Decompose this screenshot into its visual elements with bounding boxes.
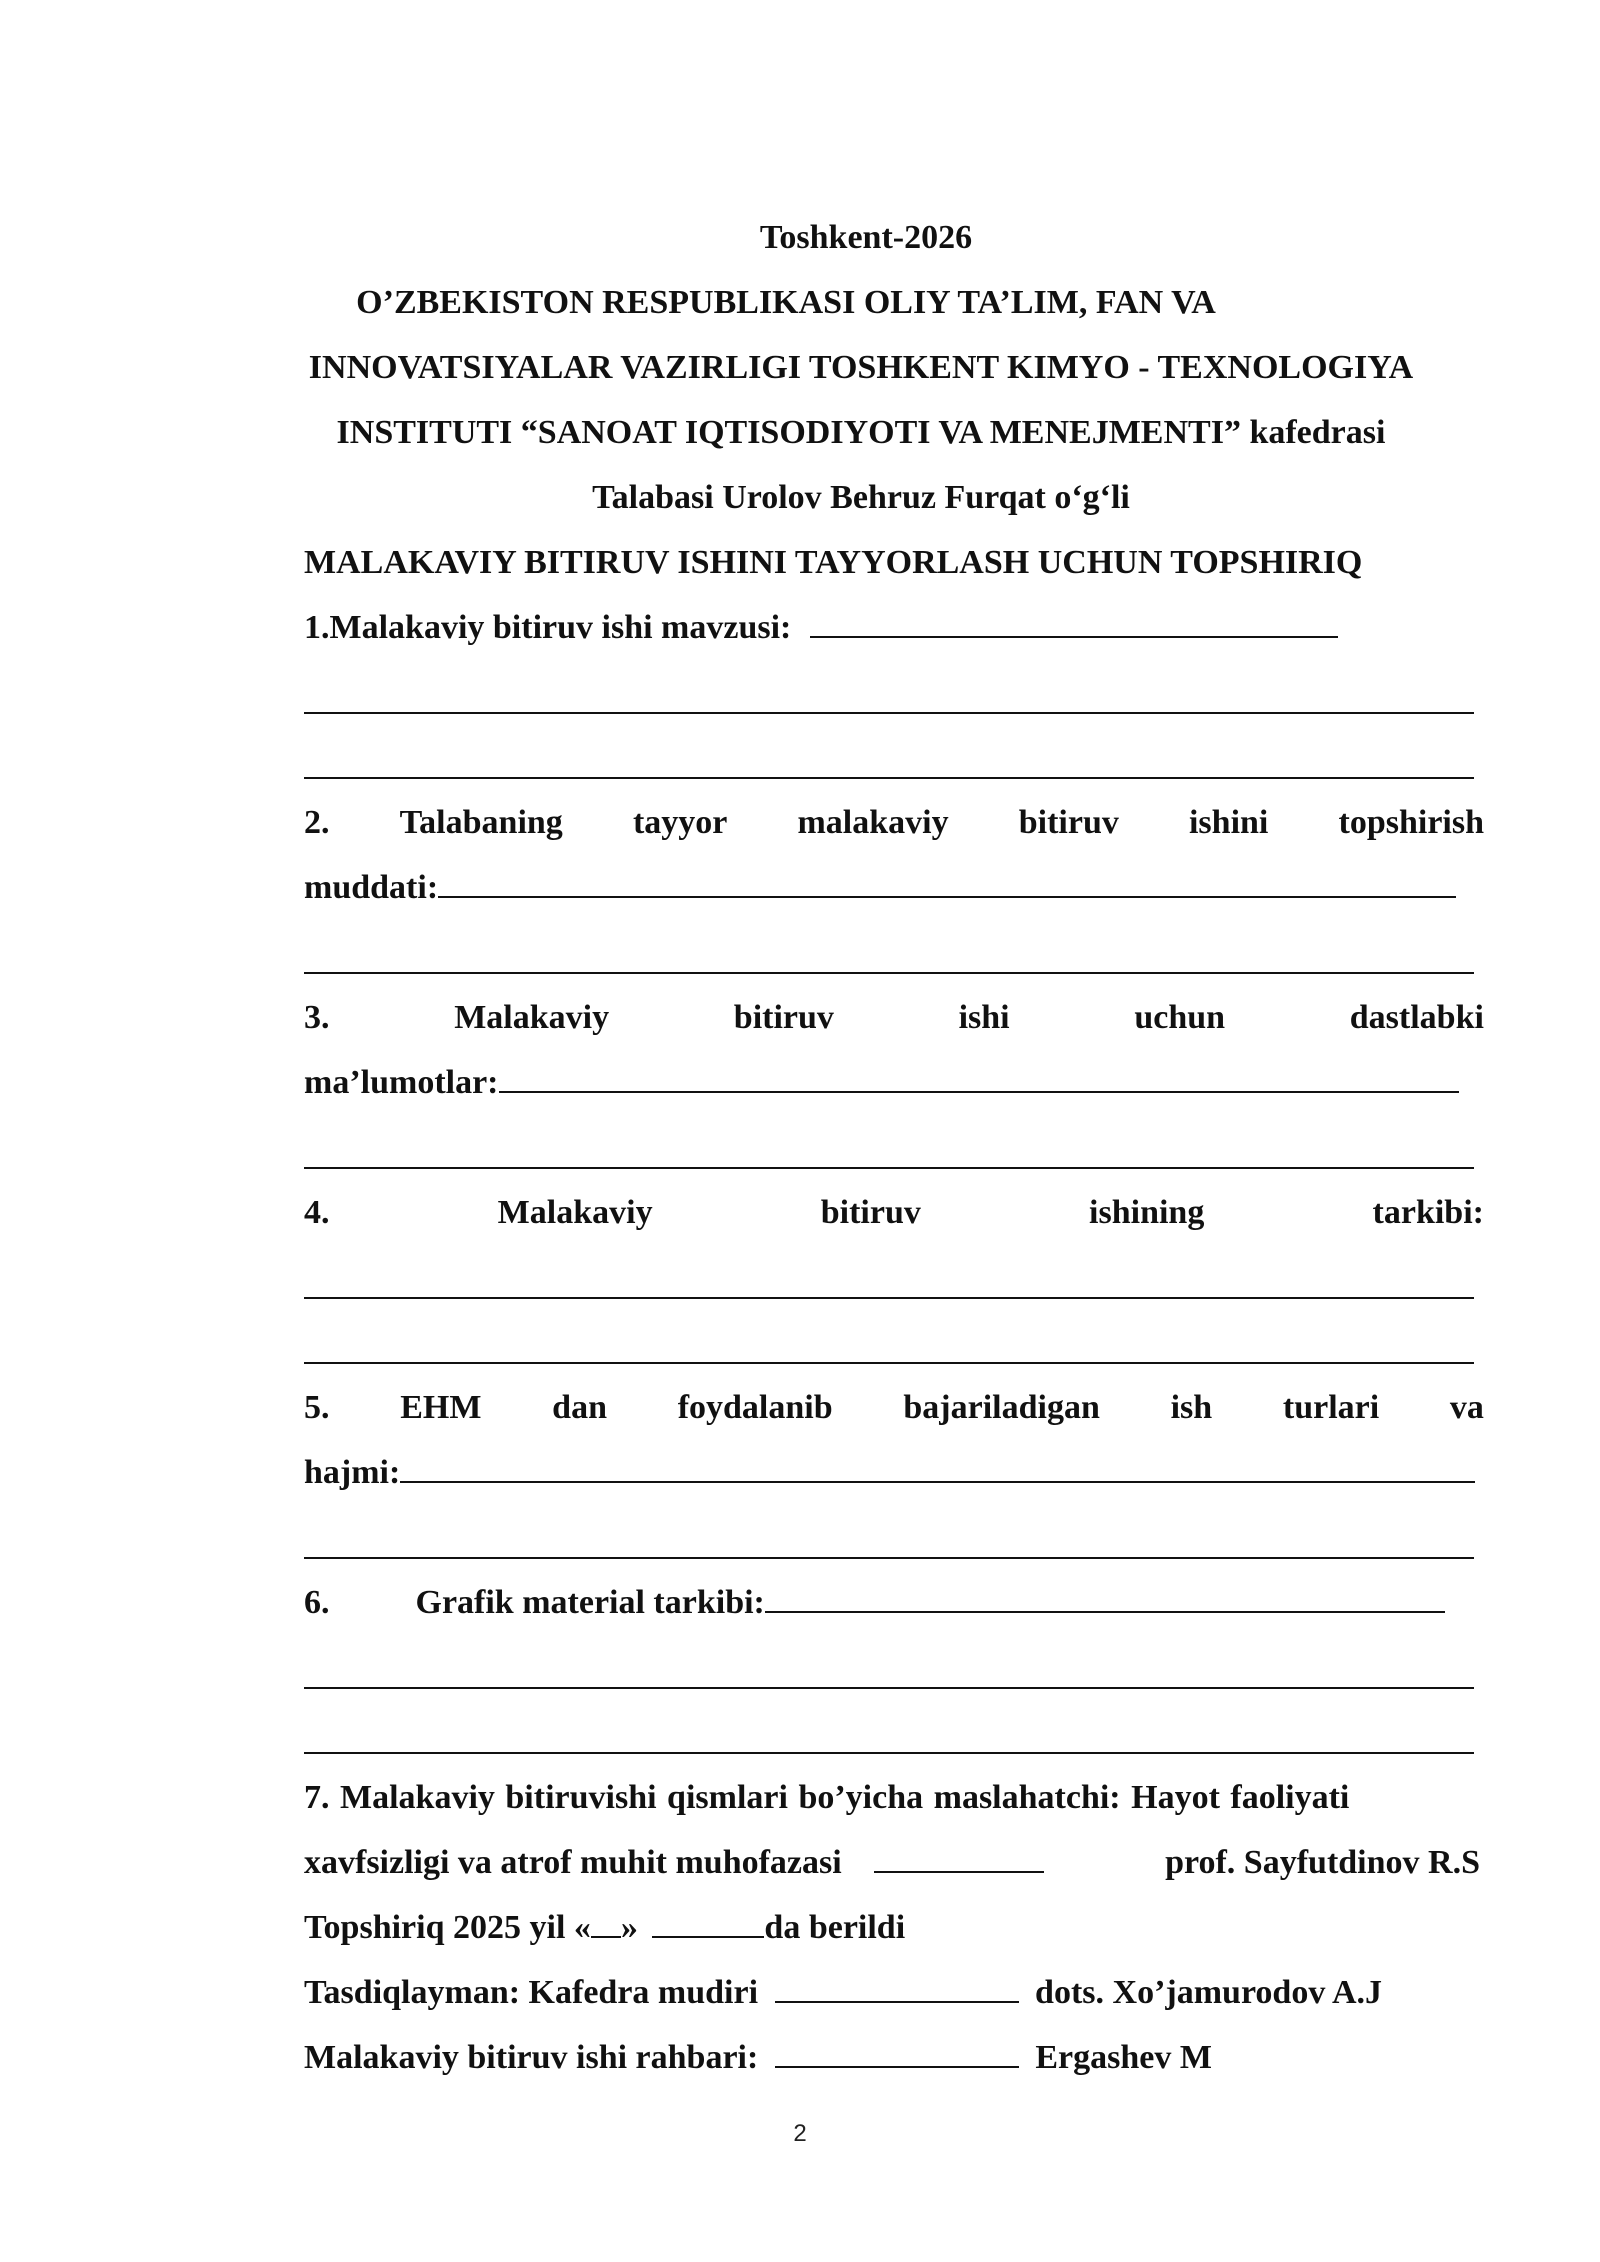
- item-5-line-1: [304, 1386, 1484, 1430]
- item-5-word: dan: [552, 1389, 607, 1426]
- supervisor-name: Ergashev M: [1035, 2039, 1212, 2076]
- item-6-text: Grafik material tarkibi:: [415, 1584, 765, 1621]
- month-blank[interactable]: [652, 1935, 764, 1938]
- issued-text: Topshiriq 2025 yil «: [304, 1909, 591, 1946]
- item-2-line-1: [304, 801, 1484, 845]
- item-4-word: bitiruv: [820, 1194, 921, 1231]
- item-6-blank-line-3[interactable]: [304, 1752, 1474, 1754]
- item-1-blank[interactable]: [810, 635, 1338, 638]
- item-2-blank[interactable]: [438, 895, 1456, 898]
- item-3-line-2: [304, 1061, 1484, 1105]
- item-4-word: ishining: [1089, 1194, 1205, 1231]
- item-3-word: uchun: [1134, 999, 1226, 1036]
- item-5-word: ish: [1170, 1389, 1213, 1426]
- item-3-cont: ma’lumotlar:: [304, 1064, 499, 1101]
- item-5-word: foydalanib: [677, 1389, 833, 1426]
- item-2-word: 2.: [304, 804, 330, 841]
- item-5-line-2: [304, 1451, 1484, 1495]
- ministry-line-1: O’ZBEKISTON RESPUBLIKASI OLIY TA’LIM, FAN VA: [356, 284, 1216, 321]
- item-3-line-1: [304, 996, 1484, 1040]
- item-6-number: 6.: [304, 1584, 330, 1621]
- item-3-blank-line-3[interactable]: [304, 1167, 1474, 1169]
- ministry-line-2: INNOVATSIYALAR VAZIRLIGI TOSHKENT KIMYO - TEXNOLOGIYA: [308, 349, 1414, 386]
- advisor-name: prof. Sayfutdinov R.S: [1165, 1844, 1480, 1881]
- item-3-word: bitiruv: [733, 999, 834, 1036]
- issued-date-line: [304, 1906, 1484, 1950]
- issued-text-b: »: [620, 1909, 638, 1946]
- item-2-word: Talabaning: [399, 804, 563, 841]
- item-4-blank-line-3[interactable]: [304, 1362, 1474, 1364]
- item-1-label: [304, 606, 1484, 650]
- item-6-line-1: [304, 1581, 1484, 1625]
- city-year: Toshkent-2026: [759, 219, 973, 256]
- head-signature-blank[interactable]: [775, 2000, 1019, 2003]
- item-4-blank-line-2[interactable]: [304, 1297, 1474, 1299]
- item-7-line-1: 7. Malakaviy bitiruvishi qismlari bo’yicha maslahatchi: Hayot faoliyati: [304, 1779, 1350, 1816]
- item-4-word: Malakaviy: [497, 1194, 653, 1231]
- student-name: Talabasi Urolov Behruz Furqat o‘g‘li: [592, 479, 1130, 516]
- approval-label: Tasdiqlayman: Kafedra mudiri: [304, 1974, 759, 2011]
- item-3-word: 3.: [304, 999, 330, 1036]
- item-2-cont: muddati:: [304, 869, 439, 906]
- item-5-word: bajariladigan: [903, 1389, 1100, 1426]
- item-1-text: 1.Malakaviy bitiruv ishi mavzusi:: [304, 609, 792, 646]
- item-2-word: malakaviy: [797, 804, 949, 841]
- item-2-word: bitiruv: [1018, 804, 1119, 841]
- item-5-cont: hajmi:: [304, 1454, 401, 1491]
- item-6-blank[interactable]: [765, 1610, 1445, 1613]
- item-1-blank-line-3[interactable]: [304, 777, 1474, 779]
- advisor-signature-blank[interactable]: [874, 1870, 1044, 1873]
- item-3-word: Malakaviy: [454, 999, 610, 1036]
- item-2-word: topshirish: [1338, 804, 1484, 841]
- approval-line: [304, 1971, 1484, 2015]
- item-1-blank-line-2[interactable]: [304, 712, 1474, 714]
- day-blank[interactable]: [591, 1935, 621, 1938]
- item-5-word: turlari: [1282, 1389, 1380, 1426]
- ministry-line-3: INSTITUTI “SANOAT IQTISODIYOTI VA MENEJMENTI” kafedrasi: [336, 414, 1386, 451]
- supervisor-label: Malakaviy bitiruv ishi rahbari:: [304, 2039, 759, 2076]
- item-5-word: EHM: [400, 1389, 482, 1426]
- item-5-blank-line-3[interactable]: [304, 1557, 1474, 1559]
- item-5-word: 5.: [304, 1389, 330, 1426]
- page-number: 2: [793, 2120, 807, 2147]
- item-5-blank[interactable]: [400, 1480, 1475, 1483]
- item-2-line-2: [304, 866, 1484, 910]
- item-4-word: tarkibi:: [1372, 1194, 1484, 1231]
- supervisor-signature-blank[interactable]: [775, 2065, 1019, 2068]
- document-title: MALAKAVIY BITIRUV ISHINI TAYYORLASH UCHUN TOPSHIRIQ: [304, 544, 1363, 581]
- item-2-word: tayyor: [632, 804, 728, 841]
- supervisor-line: [304, 2036, 1484, 2080]
- head-name: dots. Xo’jamurodov A.J: [1035, 1974, 1383, 2011]
- item-4-line-1: [304, 1191, 1484, 1235]
- item-2-blank-line-3[interactable]: [304, 972, 1474, 974]
- issued-text-c: da berildi: [764, 1909, 906, 1946]
- item-7-line-2: [304, 1841, 1484, 1885]
- item-5-word: va: [1449, 1389, 1484, 1426]
- item-3-word: ishi: [958, 999, 1010, 1036]
- item-3-blank[interactable]: [499, 1090, 1459, 1093]
- item-6-blank-line-2[interactable]: [304, 1687, 1474, 1689]
- item-2-word: ishini: [1188, 804, 1269, 841]
- item-3-word: dastlabki: [1349, 999, 1484, 1036]
- item-4-word: 4.: [304, 1194, 330, 1231]
- item-7-text: xavfsizligi va atrof muhit muhofazasi: [304, 1844, 842, 1881]
